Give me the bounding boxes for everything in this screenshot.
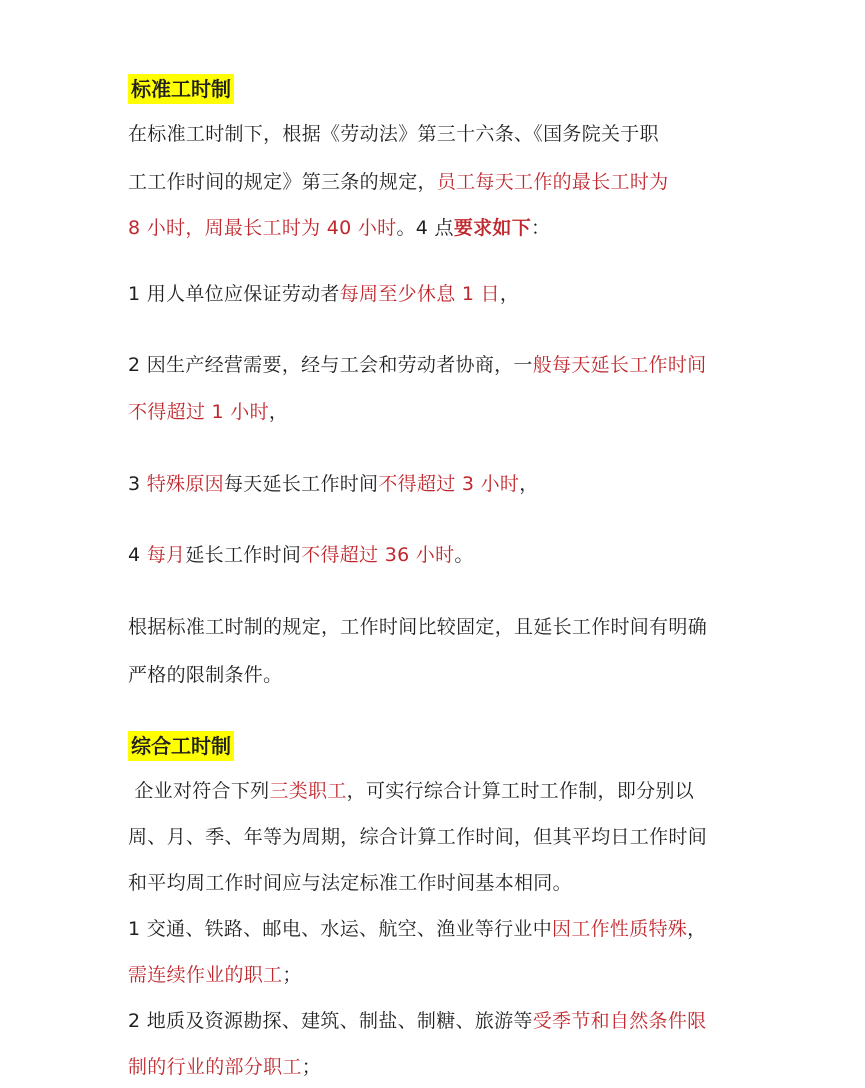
category-item-1-line-1 bbox=[128, 914, 706, 944]
emphasis-text: 8 小时，周最长工时为 40 小时 bbox=[128, 217, 397, 239]
emphasis-text: 因工作性质特殊 bbox=[552, 918, 688, 940]
text: ， bbox=[499, 283, 520, 305]
rule-item-2-line-1 bbox=[128, 350, 706, 380]
text: ； bbox=[282, 964, 302, 986]
text: 1 用人单位应保证劳动者 bbox=[128, 283, 340, 305]
text: ，可实行综合计算工时工作制，即分别以 bbox=[346, 780, 695, 802]
text: 。4 点 bbox=[396, 217, 454, 239]
rule-item-1 bbox=[128, 279, 519, 309]
comprehensive-intro-line-2 bbox=[128, 822, 707, 852]
text: ， bbox=[519, 473, 539, 495]
section-heading-standard: 标准工时制 bbox=[128, 74, 234, 104]
emphasis-text: 特殊原因 bbox=[146, 473, 224, 495]
summary-line-1 bbox=[128, 612, 707, 642]
emphasis-text: 般每天延长工作时间 bbox=[532, 354, 707, 376]
emphasis-text: 每月 bbox=[146, 544, 186, 566]
rule-item-2-line-2 bbox=[128, 397, 288, 427]
summary-line-2 bbox=[128, 660, 282, 690]
emphasis-text: 制的行业的部分职工 bbox=[128, 1056, 302, 1078]
text: ， bbox=[268, 401, 289, 423]
text: 根据标准工时制的规定，工作时间比较固定，且延长工作时间有明确 bbox=[128, 616, 708, 638]
intro-line-3 bbox=[128, 213, 550, 243]
text: 企业对符合下列 bbox=[128, 780, 270, 802]
emphasis-text: 要求如下 bbox=[453, 217, 532, 239]
intro-line-2 bbox=[128, 167, 668, 197]
text: ， bbox=[687, 918, 707, 940]
comprehensive-intro-line-1 bbox=[128, 776, 694, 806]
category-item-2-line-2 bbox=[128, 1052, 321, 1082]
section-heading-comprehensive: 综合工时制 bbox=[128, 731, 234, 761]
rule-item-4 bbox=[128, 540, 474, 570]
text: ； bbox=[301, 1056, 322, 1078]
text: 3 bbox=[128, 473, 147, 495]
text: 2 地质及资源勘探、建筑、制盐、制糖、旅游等 bbox=[128, 1010, 533, 1032]
text: 工工作时间的规定》第三条的规定， bbox=[128, 171, 437, 193]
category-item-2-line-1 bbox=[128, 1006, 706, 1036]
text: 每天延长工作时间 bbox=[223, 473, 379, 495]
text: 4 bbox=[128, 544, 147, 566]
emphasis-text: 不得超过 36 小时 bbox=[301, 544, 455, 566]
emphasis-text: 需连续作业的职工 bbox=[128, 964, 283, 986]
text: 在标准工时制下，根据《劳动法》第三十六条、《国务院关于职 bbox=[128, 123, 659, 145]
emphasis-text: 不得超过 1 小时 bbox=[128, 401, 269, 423]
emphasis-text: 三类职工 bbox=[269, 780, 347, 802]
emphasis-text: 员工每天工作的最长工时为 bbox=[436, 171, 669, 193]
intro-line-1 bbox=[128, 119, 659, 149]
text: 和平均周工作时间应与法定标准工作时间基本相同。 bbox=[128, 872, 572, 894]
emphasis-text: 不得超过 3 小时 bbox=[378, 473, 520, 495]
category-item-1-line-2 bbox=[128, 960, 302, 990]
text: 严格的限制条件。 bbox=[128, 664, 283, 686]
text: ： bbox=[531, 217, 551, 239]
rule-item-3 bbox=[128, 469, 539, 499]
emphasis-text: 受季节和自然条件限 bbox=[532, 1010, 707, 1032]
comprehensive-intro-line-3 bbox=[128, 868, 572, 898]
emphasis-text: 每周至少休息 1 日 bbox=[339, 283, 500, 305]
text: 2 因生产经营需要，经与工会和劳动者协商，一 bbox=[128, 354, 533, 376]
text: 周、月、季、年等为周期，综合计算工作时间，但其平均日工作时间 bbox=[128, 826, 708, 848]
text: 。 bbox=[454, 544, 474, 566]
text: 延长工作时间 bbox=[185, 544, 302, 566]
text: 1 交通、铁路、邮电、水运、航空、渔业等行业中 bbox=[128, 918, 553, 940]
